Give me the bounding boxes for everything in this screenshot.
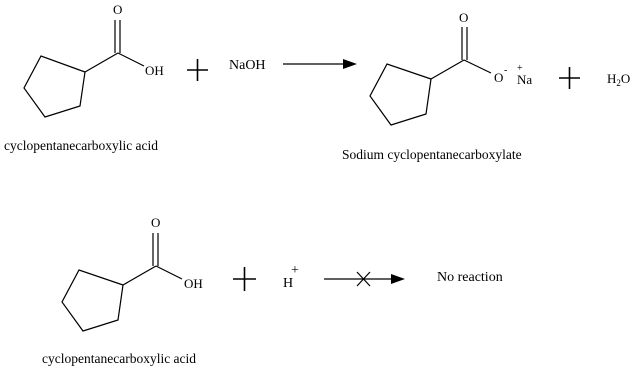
plus-sign — [559, 67, 580, 89]
reaction-arrow — [283, 59, 357, 69]
product-structure-carboxylate — [370, 10, 532, 125]
no-reaction-label: No reaction — [437, 270, 503, 285]
plus-sign — [187, 59, 208, 81]
ring-to-carboxyl-bond — [123, 266, 156, 285]
reaction-2 — [42, 215, 503, 366]
cyclopentane-ring — [24, 56, 85, 117]
reaction-1 — [4, 2, 630, 162]
ring-to-carboxyl-bond — [85, 53, 118, 72]
reactant-structure-acid — [24, 2, 164, 117]
hydroxyl-label: OH — [184, 276, 203, 291]
carbonyl-oxygen-label: O — [151, 215, 161, 230]
sodium-positive-charge: + — [517, 63, 523, 74]
sodium-label: Na — [517, 72, 533, 87]
c-oh-bond — [118, 53, 144, 66]
c-oh-bond — [156, 266, 182, 279]
proton-charge: + — [291, 263, 299, 278]
proton-label: H — [283, 276, 294, 291]
c-o-bond — [464, 60, 491, 73]
oxygen-negative-charge: - — [504, 65, 508, 76]
reactant-structure-acid — [62, 215, 203, 331]
product-name-label: Sodium cyclopentanecarboxylate — [342, 147, 522, 162]
carbonyl-oxygen-label: O — [459, 10, 469, 25]
cyclopentane-ring — [370, 64, 431, 125]
reactant-name-label: cyclopentanecarboxylic acid — [42, 351, 197, 366]
carbonyl-oxygen-label: O — [113, 2, 123, 17]
water-label: $H_2O$ — [607, 71, 631, 88]
cyclopentane-ring — [62, 270, 123, 331]
oxygen-label: O — [494, 70, 504, 85]
ring-to-carboxylate-bond — [431, 60, 464, 79]
crossed-reaction-arrow — [324, 272, 405, 286]
plus-sign — [233, 267, 256, 291]
hydroxyl-label: OH — [145, 63, 164, 78]
reactant-name-label: cyclopentanecarboxylic acid — [4, 138, 159, 153]
reagent-naoh-label: NaOH — [229, 58, 266, 73]
